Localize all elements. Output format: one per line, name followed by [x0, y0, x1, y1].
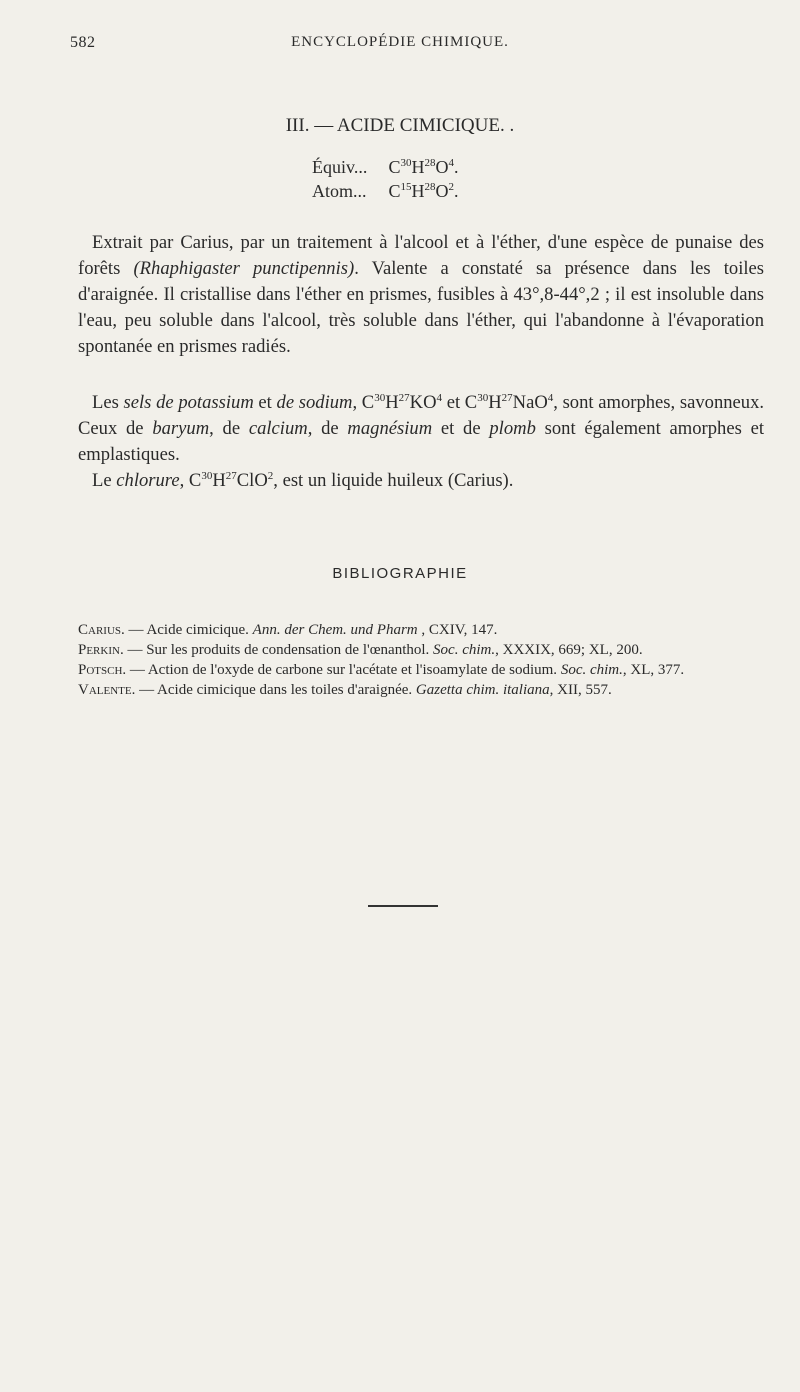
bib-entry-carius: Carius. — Acide cimicique. Ann. der Chem. und Pharm , CXIV, 147. [78, 622, 498, 638]
atom-label: Atom... [312, 181, 367, 201]
bibliography-title: BIBLIOGRAPHIE [332, 565, 468, 582]
bib-entry-valente: Valente. — Acide cimicique dans les toiles d'araignée. Gazetta chim. italiana, XII, 557. [78, 682, 612, 698]
paragraph-chloride: Le chlorure, $C^{30}H^{27}ClO^2$, est un liquide huileux (Carius). [92, 469, 514, 491]
paragraph-salts: Les sels de potassium et de sodium, $C^{30}H^{27}KO^4$ et $C^{30}H^{27}NaO^4$, sont amorphes, savonneux. Ceux de baryum, de calcium, de magnésium et de plomb sont également amorphes et emplastiques. [78, 391, 765, 465]
running-head: ENCYCLOPÉDIE CHIMIQUE. [291, 34, 509, 50]
equiv-formula: $C^{30}H^{28}O^4$. [388, 157, 459, 177]
page-number: 582 [70, 34, 96, 51]
formula-block [312, 155, 459, 203]
atom-formula: $C^{15}H^{28}O^2$. [388, 181, 459, 201]
equiv-label: Équiv... [312, 157, 368, 177]
atom-formula-row [312, 179, 459, 203]
bibliography-list [78, 620, 762, 700]
page-header [60, 34, 740, 58]
bib-entry-perkin: Perkin. — Sur les produits de condensation de l'œnanthol. Soc. chim., XXXIX, 669; XL, 200. [78, 642, 643, 658]
end-rule [368, 905, 438, 907]
section-title: III. — ACIDE CIMICIQUE. . [285, 115, 515, 136]
equiv-formula-row [312, 155, 459, 179]
species-name: (Rhaphigaster punctipennis) [133, 258, 355, 279]
paragraph-origin: Extrait par Carius, par un traitement à l'alcool et à l'éther, d'une espèce de punaise des forêts (Rhaphigaster punctipennis). Valente a constaté sa présence dans les toiles d'araignée. Il cristallise dans l'éther en prismes, fusibles à 43°,8-44°,2 ; il est insoluble dans l'eau, peu soluble dans l'alcool, très soluble dans l'éther, qui l'abandonne à l'évaporation spontanée en prismes radiés. [78, 232, 765, 357]
bib-entry-potsch: Potsch. — Action de l'oxyde de carbone sur l'acétate et l'isoamylate de sodium. Soc. chim., XL, 377. [78, 662, 685, 678]
